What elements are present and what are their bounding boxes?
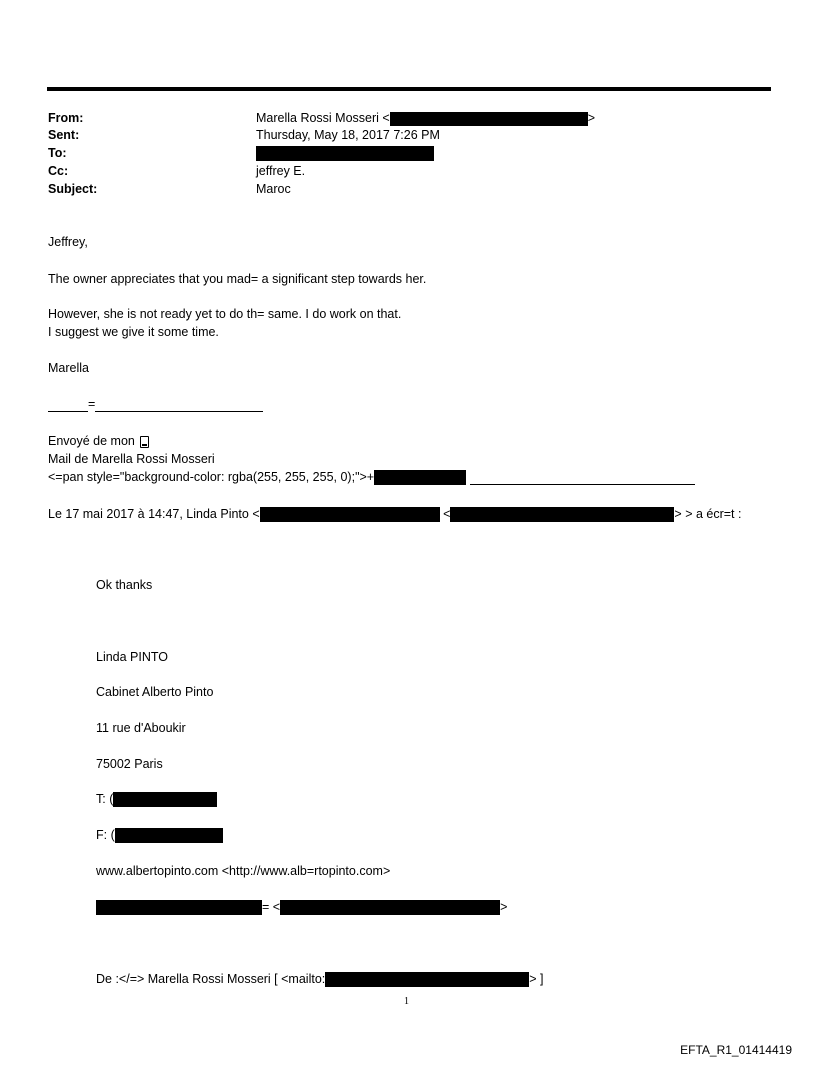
sent-value: Thursday, May 18, 2017 7:26 PM	[256, 128, 440, 142]
redaction-block	[325, 972, 529, 987]
from-close: >	[587, 111, 596, 125]
de-line-b: > ]	[529, 972, 544, 986]
body-line-1: The owner appreciates that you mad= a significant step towards her.	[48, 272, 427, 286]
quoted-street: 11 rue d'Aboukir	[96, 721, 186, 735]
redaction-block	[113, 792, 217, 807]
quoted-ok: Ok thanks	[96, 578, 153, 592]
quoted-de-line	[96, 971, 544, 987]
redaction-block	[96, 900, 262, 915]
from-name: Marella Rossi Mosseri <	[256, 111, 390, 125]
quoted-company: Cabinet Alberto Pinto	[96, 685, 214, 699]
redaction-block	[390, 112, 588, 126]
header-rule	[47, 87, 771, 91]
underline	[95, 400, 263, 412]
body-line-3: I suggest we give it some time.	[48, 325, 219, 339]
quote-intro-b: <	[443, 507, 451, 521]
email-close: >	[500, 900, 508, 914]
cc-label: Cc:	[48, 164, 69, 178]
underline	[470, 473, 695, 485]
redaction-block	[450, 507, 674, 522]
quote-intro-c: > > a écr=t :	[674, 507, 742, 521]
greeting: Jeffrey,	[48, 235, 88, 249]
quoted-name: Linda PINTO	[96, 650, 169, 664]
redaction-block	[260, 507, 440, 522]
span-code-line	[48, 469, 695, 485]
subject-value: Maroc	[256, 182, 291, 196]
sent-from-line	[48, 433, 149, 449]
body-line-2: However, she is not ready yet to do th= same. I do work on that.	[48, 307, 402, 321]
redaction-block	[280, 900, 500, 915]
to-value	[256, 145, 434, 161]
redaction-block	[115, 828, 223, 843]
quoted-tel	[96, 791, 217, 807]
quoted-city: 75002 Paris	[96, 757, 163, 771]
sent-from-text: Envoyé de mon	[48, 434, 135, 448]
document-id: EFTA_R1_01414419	[680, 1043, 792, 1057]
to-label: To:	[48, 146, 67, 160]
signature: Marella	[48, 361, 89, 375]
phone-icon	[140, 436, 149, 448]
quote-intro-a: Le 17 mai 2017 à 14:47, Linda Pinto <	[48, 507, 260, 521]
underline	[48, 400, 88, 412]
from-label: From:	[48, 111, 84, 125]
subject-label: Subject:	[48, 182, 98, 196]
separator-mid: =	[88, 397, 96, 411]
email-mid: = <	[262, 900, 281, 914]
de-line-a: De :</=> Marella Rossi Mosseri [ <mailto:	[96, 972, 326, 986]
span-code: <=pan style="background-color: rgba(255, 255, 255, 0);">+	[48, 470, 375, 484]
cc-value: jeffrey E.	[256, 164, 306, 178]
redaction-block	[256, 146, 434, 161]
quoted-email-line	[96, 899, 507, 915]
from-value	[256, 110, 595, 126]
tel-label: T: (	[96, 792, 114, 806]
page-number: 1	[404, 996, 409, 1007]
quote-intro	[48, 506, 741, 522]
quoted-website[interactable]: www.albertopinto.com <http://www.alb=rtopinto.com>	[96, 864, 391, 878]
separator-line	[48, 396, 263, 412]
redaction-block	[374, 470, 466, 485]
mail-from-line: Mail de Marella Rossi Mosseri	[48, 452, 215, 466]
fax-label: F: (	[96, 828, 115, 842]
quoted-fax	[96, 827, 223, 843]
sent-label: Sent:	[48, 128, 80, 142]
